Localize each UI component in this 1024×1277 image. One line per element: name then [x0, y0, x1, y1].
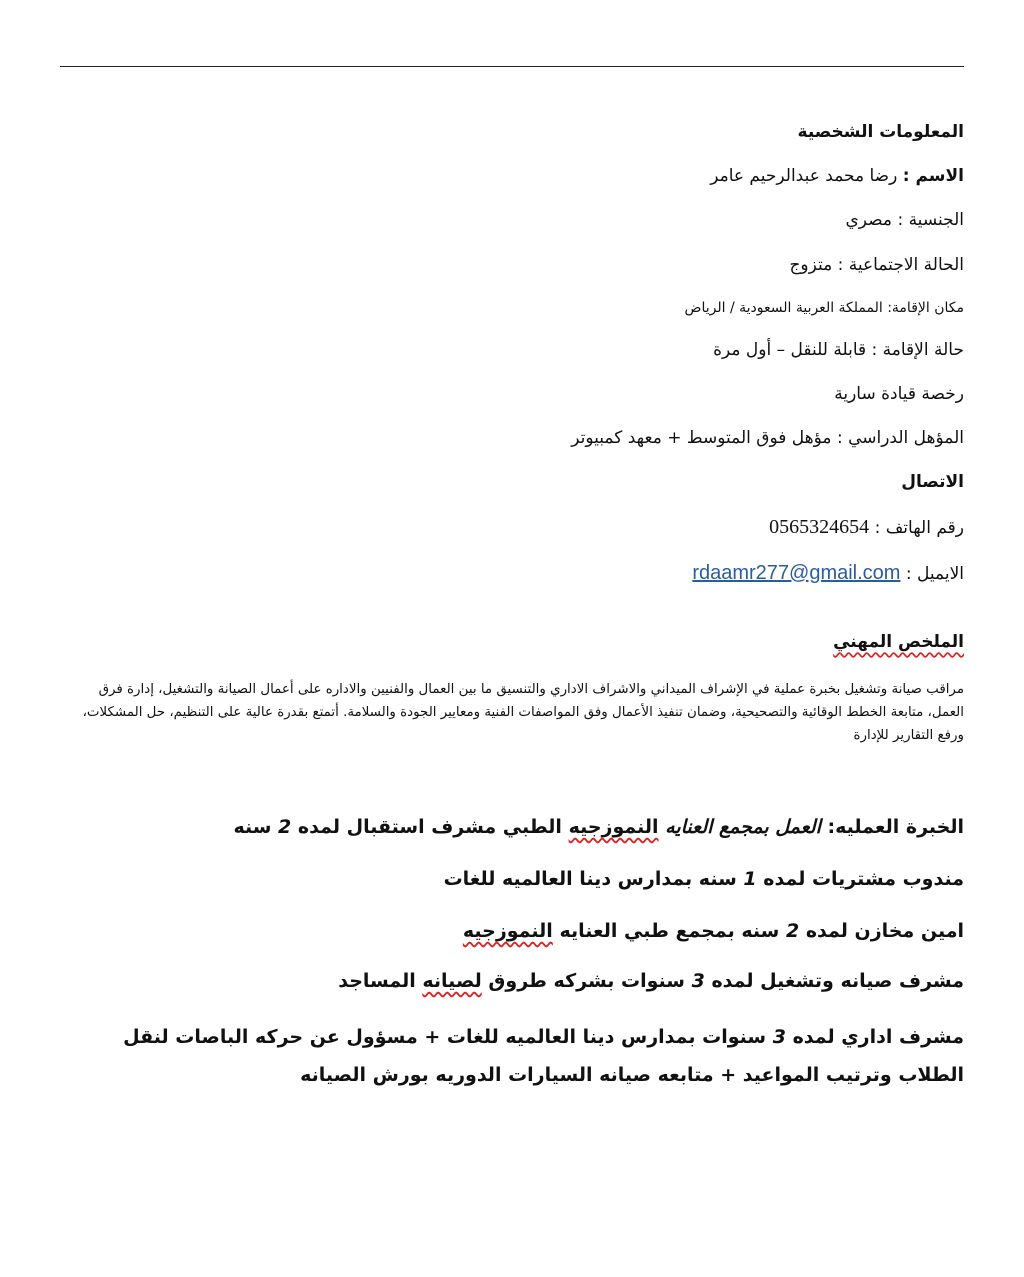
exp5-part-b: سنوات بمدارس دينا العالميه للغات + مسؤول عن حركه الباصات لنقل الطلاب وترتيب المواعيد + متابعه صيانه السيارات الدوريه بورش الصيانه	[123, 1026, 964, 1086]
residence-place-field: مكان الإقامة: المملكة العربية السعودية / الرياض	[684, 300, 964, 316]
experience-line-4	[338, 970, 964, 992]
contact-heading: الاتصال	[901, 472, 964, 492]
exp1-part-b: النموزجيه	[568, 816, 659, 838]
experience-line-1	[233, 816, 964, 838]
exp4-part-c: لصيانه	[422, 970, 482, 992]
name-field	[710, 166, 964, 186]
exp3-part-c: النموزجيه	[462, 920, 553, 942]
exp1-part-c: الطبي مشرف استقبال لمده	[297, 816, 562, 838]
exp1-part-d: سنه	[233, 816, 272, 838]
experience-label: الخبرة العمليه:	[827, 816, 964, 838]
exp3-part-b: سنه بمجمع طبي العنايه	[559, 920, 780, 942]
exp3-years: 2	[785, 920, 800, 942]
personal-info-heading: المعلومات الشخصية	[797, 122, 964, 142]
exp4-part-d: المساجد	[338, 970, 416, 992]
education-field: المؤهل الدراسي : مؤهل فوق المتوسط + معهد كمبيوتر	[571, 428, 964, 448]
experience-line-3	[463, 920, 964, 942]
summary-heading: الملخص المهني	[833, 632, 964, 652]
exp3-part-a: امين مخازن لمده	[805, 920, 964, 942]
license-field: رخصة قيادة سارية	[834, 384, 964, 404]
summary-body: مراقب صيانة وتشغيل بخبرة عملية في الإشراف الميداني والاشراف الاداري والتنسيق ما بين العمال والفنيين والاداره على أعمال الصيانة والتشغيل، إدارة فرق العمل، متابعة الخطط الوقائية والتصحيحية، وضمان تنفيذ الأعمال وفق المواصفات الفنية ومعايير الجودة والسلامة. أتمتع بقدرة عالية على التنظيم، حل المشكلات، ورفع التقارير للإدارة	[82, 682, 964, 743]
phone-field	[769, 516, 964, 539]
marital-status-field: الحالة الاجتماعية : متزوج	[789, 255, 964, 275]
experience-line-2	[444, 868, 964, 890]
exp2-part-a: مندوب مشتريات لمده	[763, 868, 964, 890]
phone-value: 0565324654	[769, 516, 870, 538]
residence-status-field: حالة الإقامة : قابلة للنقل – أول مرة	[713, 340, 964, 360]
exp4-part-a: مشرف صيانه وتشغيل لمده	[711, 970, 964, 992]
exp5-part-a: مشرف اداري لمده	[792, 1026, 964, 1048]
nationality-field: الجنسية : مصري	[845, 210, 964, 230]
phone-label: رقم الهاتف :	[874, 518, 964, 538]
exp1-part-a: العمل بمجمع العنايه	[665, 816, 821, 838]
exp5-years: 3	[772, 1026, 786, 1048]
exp1-years: 2	[278, 816, 292, 838]
exp2-part-b: سنه بمدارس دينا العالميه للغات	[443, 868, 737, 890]
email-link[interactable]: rdaamr277@gmail.com	[692, 562, 901, 584]
exp4-part-b: سنوات بشركه طروق	[488, 970, 685, 992]
name-value: رضا محمد عبدالرحيم عامر	[710, 166, 898, 186]
exp2-years: 1	[743, 868, 757, 890]
email-field	[692, 562, 964, 585]
name-label: الاسم :	[902, 166, 964, 186]
exp4-years: 3	[691, 970, 705, 992]
experience-line-5	[66, 1018, 964, 1094]
email-label: الايميل :	[905, 564, 964, 584]
top-rule	[60, 66, 964, 67]
